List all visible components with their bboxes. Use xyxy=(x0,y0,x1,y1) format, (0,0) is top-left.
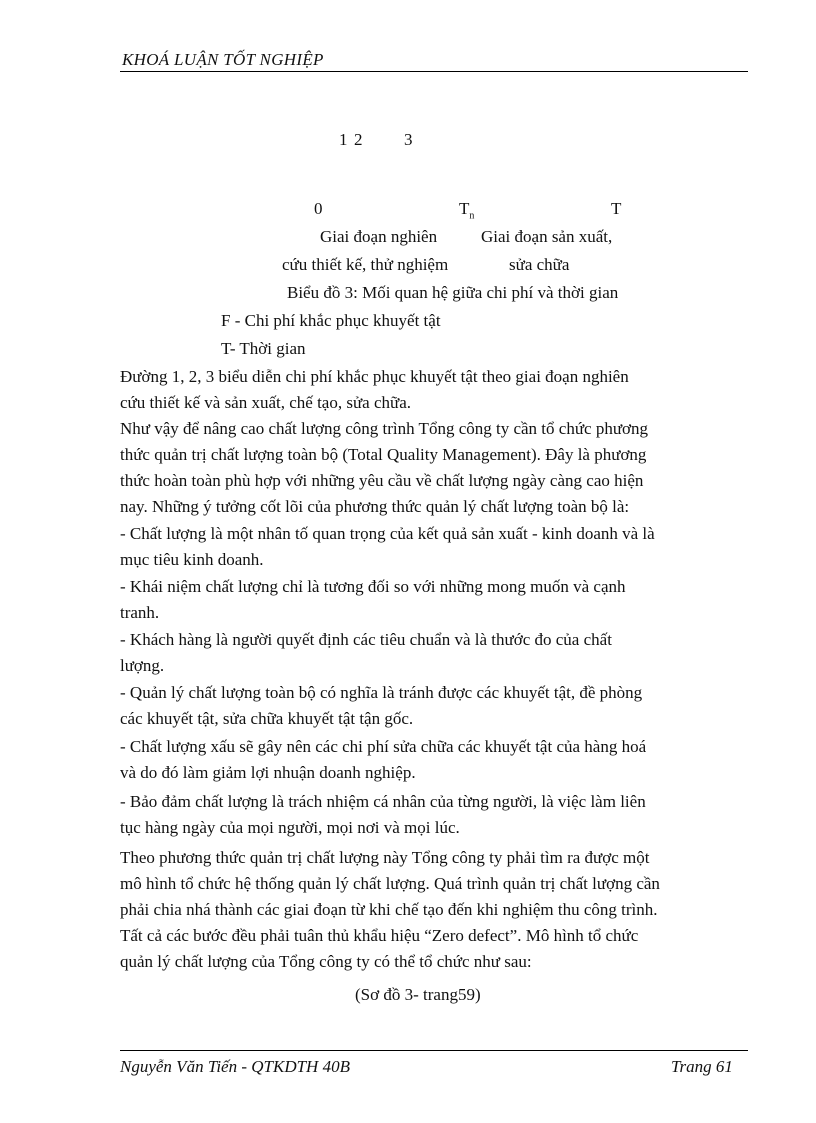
text-line: Đường 1, 2, 3 biểu diễn chi phí khắc phục khuyết tật theo giai đoạn nghiên xyxy=(120,367,629,386)
bullet-1 xyxy=(120,521,742,573)
text-line: thức quản trị chất lượng toàn bộ (Total Quality Management). Đây là phương xyxy=(120,445,647,464)
text-line: quản lý chất lượng của Tổng công ty có thể tổ chức như sau: xyxy=(120,952,532,971)
text-line: và do đó làm giảm lợi nhuận doanh nghiệp. xyxy=(120,763,416,782)
axis-origin: 0 xyxy=(314,199,323,218)
bullet-2 xyxy=(120,574,742,626)
text-line: nay. Những ý tưởng cốt lõi của phương thức quản lý chất lượng toàn bộ là: xyxy=(120,497,630,516)
figure-caption: Biểu đồ 3: Mối quan hệ giữa chi phí và thời gian xyxy=(287,283,619,302)
header-title: KHOÁ LUẬN TỐT NGHIỆP xyxy=(122,50,324,69)
stage1-label-line1: Giai đoạn nghiên xyxy=(320,227,438,246)
text-line: Như vậy để nâng cao chất lượng công trình Tổng công ty cần tổ chức phương xyxy=(120,419,649,438)
paragraph-tqm xyxy=(120,416,742,520)
text-line: tranh. xyxy=(120,603,160,622)
legend-t: T- Thời gian xyxy=(221,339,306,358)
text-line: Theo phương thức quản trị chất lượng này Tổng công ty phải tìm ra được một xyxy=(120,848,650,867)
paragraph-model xyxy=(120,845,742,975)
paragraph-curves xyxy=(120,364,742,416)
curve-label-3: 3 xyxy=(404,130,413,149)
curve-label-1: 1 xyxy=(339,130,348,149)
text-line: phải chia nhá thành các giai đoạn từ khi chế tạo đến khi nghiệm thu công trình. xyxy=(120,900,658,919)
bullet-5 xyxy=(120,734,742,786)
text-line: thức hoàn toàn phù hợp với những yêu cầu về chất lượng ngày càng cao hiện xyxy=(120,471,644,490)
footer-author: Nguyễn Văn Tiến - QTKDTH 40B xyxy=(120,1057,350,1076)
stage2-label-line2: sửa chữa xyxy=(509,255,570,274)
text-line: - Quản lý chất lượng toàn bộ có nghĩa là tránh được các khuyết tật, đề phòng xyxy=(120,683,643,702)
legend-f: F - Chi phí khắc phục khuyết tật xyxy=(221,311,441,330)
axis-tn-label: $T_n$ xyxy=(459,199,475,222)
text-line: - Khách hàng là người quyết định các tiêu chuẩn và là thước đo của chất xyxy=(120,630,612,649)
text-line: tục hàng ngày của mọi người, mọi nơi và mọi lúc. xyxy=(120,818,460,837)
text-line: mục tiêu kinh doanh. xyxy=(120,550,264,569)
page-number: Trang 61 xyxy=(671,1057,733,1076)
text-line: Tất cả các bước đều phải tuân thủ khẩu hiệu “Zero defect”. Mô hình tổ chức xyxy=(120,926,639,945)
stage2-label-line1: Giai đoạn sản xuất, xyxy=(481,227,613,246)
bullet-4 xyxy=(120,680,742,732)
text-line: - Bảo đảm chất lượng là trách nhiệm cá nhân của từng người, là việc làm liên xyxy=(120,792,646,811)
bullet-6 xyxy=(120,789,742,841)
footer-divider xyxy=(120,1050,748,1051)
text-line: các khuyết tật, sửa chữa khuyết tật tận gốc. xyxy=(120,709,414,728)
text-line: - Khái niệm chất lượng chỉ là tương đối so với những mong muốn và cạnh xyxy=(120,577,626,596)
text-line: cứu thiết kế và sản xuất, chế tạo, sửa chữa. xyxy=(120,393,412,412)
stage1-label-line2: cứu thiết kế, thử nghiệm xyxy=(282,255,449,274)
axis-t-label: T xyxy=(611,199,622,218)
text-line: lượng. xyxy=(120,656,165,675)
header-divider xyxy=(120,71,748,72)
text-line: - Chất lượng là một nhân tố quan trọng của kết quả sản xuất - kinh doanh và là xyxy=(120,524,655,543)
curve-label-2: 2 xyxy=(354,130,363,149)
text-line: - Chất lượng xấu sẽ gây nên các chi phí sửa chữa các khuyết tật của hàng hoá xyxy=(120,737,647,756)
bullet-3 xyxy=(120,627,742,679)
text-line: mô hình tổ chức hệ thống quản lý chất lượng. Quá trình quản trị chất lượng cần xyxy=(120,874,660,893)
diagram-reference: (Sơ đồ 3- trang59) xyxy=(355,985,481,1004)
